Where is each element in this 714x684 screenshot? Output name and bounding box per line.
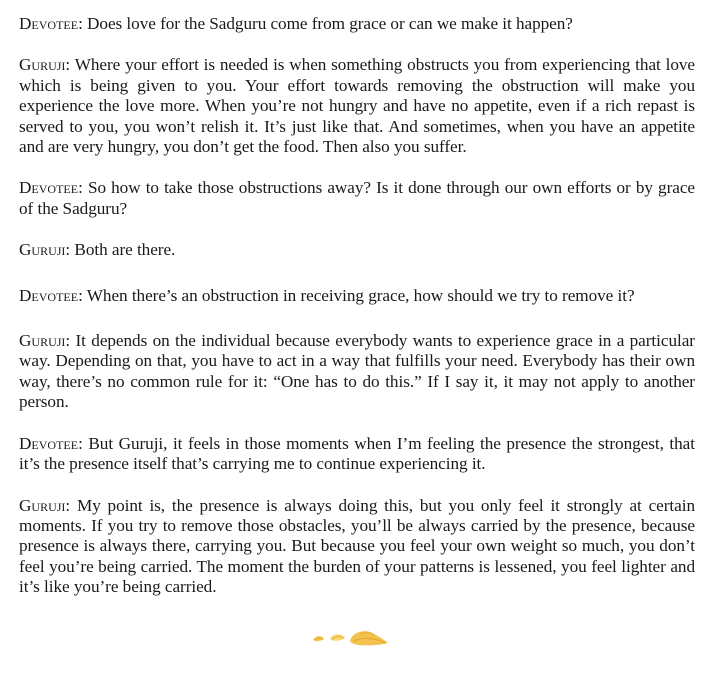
- dialogue-text: My point is, the presence is always doing this, but you only feel it strongly at certain moments. If you try to remove those obstacles, you’ll be always carried by the presence, because presence is always there, carrying you. But because you feel your own weight so much, you don’t feel you’re being carried. The moment the burden of your patterns is lessened, you feel lighter and it’s like you’re being carried.: [19, 495, 695, 597]
- speaker-separator: :: [78, 433, 83, 453]
- speaker-label: Guruji: [19, 331, 66, 351]
- large-leaf-icon: [350, 631, 388, 645]
- speaker-separator: :: [65, 240, 71, 260]
- dialogue-paragraph: [19, 286, 695, 306]
- dialogue-paragraph: [19, 331, 695, 413]
- small-leaf-icon: [313, 636, 324, 641]
- dialogue-text: Does love for the Sadguru come from grace or can we make it happen?: [82, 14, 573, 33]
- dialogue-text: Where your effort is needed is when something obstructs you from experiencing that love which is being given to you. Your effort towards removing the obstruction will make you experience the love more. When you’re not hungry and have no appetite, even if a rich repast is served to you, you won’t relish it. It’s just like that. And sometimes, when you have an appetite and are very hungry, you don’t get the food. Then also you suffer.: [19, 55, 695, 157]
- speaker-separator: :: [65, 495, 71, 515]
- dialogue-text: When there’s an obstruction in receiving grace, how should we try to remove it?: [82, 285, 635, 305]
- medium-leaf-icon: [330, 634, 345, 640]
- speaker-separator: :: [78, 285, 83, 305]
- dialogue-paragraph: [19, 14, 695, 34]
- speaker-separator: :: [78, 178, 83, 198]
- speaker-label: Guruji: [19, 495, 66, 515]
- speaker-label: Guruji: [19, 240, 66, 260]
- dialogue-paragraph: [19, 240, 695, 260]
- speaker-label: Devotee: [19, 433, 79, 453]
- dialogue-page: [19, 14, 695, 619]
- dialogue-text: Both are there.: [70, 240, 176, 260]
- dialogue-text: It depends on the individual because everybody wants to experience grace in a particular way. Depending on that, you have to act in a way that fulfills your need. Everybody has their own way, there’s no common rule for it: “One has to do this.” If I say it, it may not apply to another person.: [19, 331, 695, 412]
- dialogue-text: But Guruji, it feels in those moments when I’m feeling the presence the strongest, that it’s the presence itself that’s carrying me to continue experiencing it.: [19, 433, 695, 474]
- dialogue-paragraph: [19, 434, 695, 475]
- speaker-label: Devotee: [19, 285, 79, 305]
- speaker-label: Guruji: [19, 55, 66, 75]
- dialogue-text: So how to take those obstructions away? Is it done through our own efforts or by grace of the Sadguru?: [19, 178, 695, 218]
- dialogue-paragraph: [19, 55, 695, 157]
- dialogue-paragraph: [19, 178, 695, 219]
- speaker-separator: :: [78, 14, 83, 33]
- leaf-ornament-icon: [310, 626, 390, 648]
- speaker-separator: :: [65, 55, 71, 75]
- dialogue-paragraph: [19, 496, 695, 598]
- speaker-label: Devotee: [19, 14, 79, 33]
- speaker-separator: :: [65, 331, 71, 351]
- speaker-label: Devotee: [19, 178, 79, 198]
